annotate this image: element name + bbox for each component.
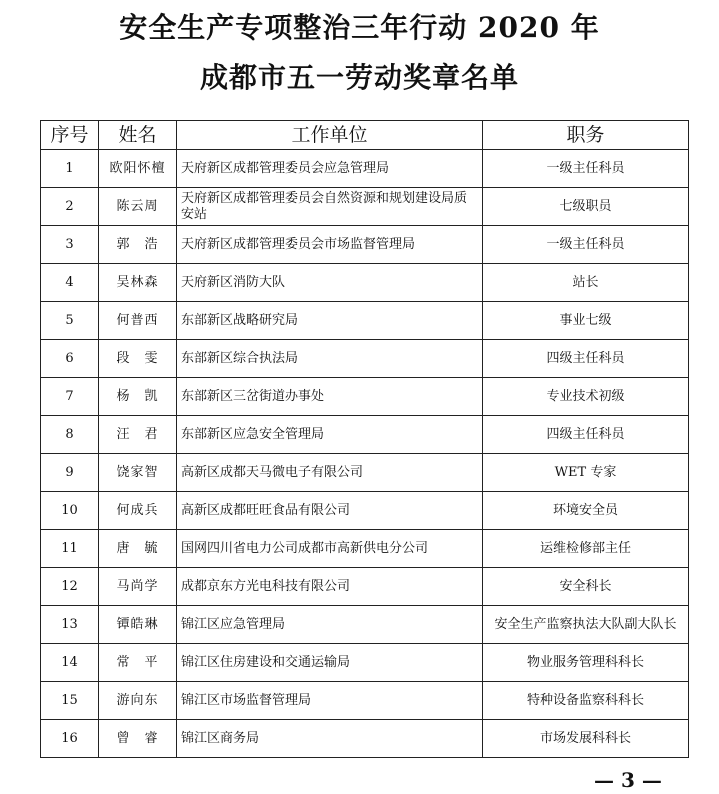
- cell-name: 游向东: [99, 682, 177, 720]
- cell-work-unit: 东部新区综合执法局: [177, 340, 483, 378]
- table-row: [41, 720, 689, 758]
- document-title-line1: 安全生产专项整治三年行动 2020 年: [119, 11, 600, 44]
- table-row: [41, 492, 689, 530]
- table-row: [41, 226, 689, 264]
- cell-work-unit: 高新区成都天马微电子有限公司: [177, 454, 483, 492]
- cell-name: 唐 毓: [99, 530, 177, 568]
- cell-position: 事业七级: [483, 302, 689, 340]
- cell-work-unit: 天府新区成都管理委员会自然资源和规划建设局质安站: [177, 188, 483, 226]
- table-row: [41, 188, 689, 226]
- cell-serial-number: 10: [41, 492, 99, 530]
- cell-serial-number: 9: [41, 454, 99, 492]
- cell-position: 七级职员: [483, 188, 689, 226]
- table-row: [41, 568, 689, 606]
- cell-position: 安全生产监察执法大队副大队长: [483, 606, 689, 644]
- cell-work-unit: 国网四川省电力公司成都市高新供电分公司: [177, 530, 483, 568]
- cell-position: 物业服务管理科科长: [483, 644, 689, 682]
- cell-position: WET 专家: [483, 454, 689, 492]
- cell-name: 汪 君: [99, 416, 177, 454]
- cell-work-unit: 成都京东方光电科技有限公司: [177, 568, 483, 606]
- cell-name: 镡皓琳: [99, 606, 177, 644]
- table-row: [41, 150, 689, 188]
- cell-serial-number: 2: [41, 188, 99, 226]
- cell-name: 曾 睿: [99, 720, 177, 758]
- cell-work-unit: 东部新区战略研究局: [177, 302, 483, 340]
- header-work-unit: 工作单位: [177, 121, 483, 150]
- cell-work-unit: 锦江区商务局: [177, 720, 483, 758]
- cell-work-unit: 东部新区应急安全管理局: [177, 416, 483, 454]
- cell-name: 马尚学: [99, 568, 177, 606]
- cell-position: 安全科长: [483, 568, 689, 606]
- table-row: [41, 644, 689, 682]
- cell-name: 欧阳怀檀: [99, 150, 177, 188]
- header-serial-number: 序号: [41, 121, 99, 150]
- cell-serial-number: 3: [41, 226, 99, 264]
- cell-name: 杨 凯: [99, 378, 177, 416]
- table-row: [41, 302, 689, 340]
- cell-serial-number: 4: [41, 264, 99, 302]
- cell-name: 饶家智: [99, 454, 177, 492]
- cell-work-unit: 天府新区成都管理委员会市场监督管理局: [177, 226, 483, 264]
- cell-position: 一级主任科员: [483, 150, 689, 188]
- cell-serial-number: 7: [41, 378, 99, 416]
- cell-position: 四级主任科员: [483, 340, 689, 378]
- table-row: [41, 340, 689, 378]
- header-position: 职务: [483, 121, 689, 150]
- cell-serial-number: 8: [41, 416, 99, 454]
- table-row: [41, 454, 689, 492]
- cell-position: 运维检修部主任: [483, 530, 689, 568]
- table-row: [41, 378, 689, 416]
- cell-position: 环境安全员: [483, 492, 689, 530]
- award-roster-table: [40, 120, 689, 758]
- cell-name: 常 平: [99, 644, 177, 682]
- cell-position: 一级主任科员: [483, 226, 689, 264]
- cell-position: 站长: [483, 264, 689, 302]
- cell-name: 陈云周: [99, 188, 177, 226]
- cell-name: 吴林森: [99, 264, 177, 302]
- cell-work-unit: 锦江区住房建设和交通运输局: [177, 644, 483, 682]
- cell-serial-number: 13: [41, 606, 99, 644]
- page-number: — 3 —: [594, 768, 662, 792]
- cell-serial-number: 5: [41, 302, 99, 340]
- cell-work-unit: 天府新区成都管理委员会应急管理局: [177, 150, 483, 188]
- table-row: [41, 264, 689, 302]
- cell-name: 郭 浩: [99, 226, 177, 264]
- cell-work-unit: 天府新区消防大队: [177, 264, 483, 302]
- header-name: 姓名: [99, 121, 177, 150]
- cell-work-unit: 高新区成都旺旺食品有限公司: [177, 492, 483, 530]
- cell-serial-number: 1: [41, 150, 99, 188]
- cell-serial-number: 16: [41, 720, 99, 758]
- cell-name: 何普西: [99, 302, 177, 340]
- cell-serial-number: 14: [41, 644, 99, 682]
- cell-work-unit: 东部新区三岔街道办事处: [177, 378, 483, 416]
- table-row: [41, 682, 689, 720]
- document-title-line2: 成都市五一劳动奖章名单: [199, 61, 519, 94]
- cell-position: 特种设备监察科科长: [483, 682, 689, 720]
- table-row: [41, 530, 689, 568]
- table-row: [41, 416, 689, 454]
- cell-position: 专业技术初级: [483, 378, 689, 416]
- cell-work-unit: 锦江区市场监督管理局: [177, 682, 483, 720]
- cell-name: 何成兵: [99, 492, 177, 530]
- cell-name: 段 雯: [99, 340, 177, 378]
- cell-work-unit: 锦江区应急管理局: [177, 606, 483, 644]
- table-header-row: [41, 121, 689, 150]
- cell-serial-number: 11: [41, 530, 99, 568]
- cell-position: 四级主任科员: [483, 416, 689, 454]
- table-row: [41, 606, 689, 644]
- cell-serial-number: 15: [41, 682, 99, 720]
- cell-position: 市场发展科科长: [483, 720, 689, 758]
- cell-serial-number: 6: [41, 340, 99, 378]
- cell-serial-number: 12: [41, 568, 99, 606]
